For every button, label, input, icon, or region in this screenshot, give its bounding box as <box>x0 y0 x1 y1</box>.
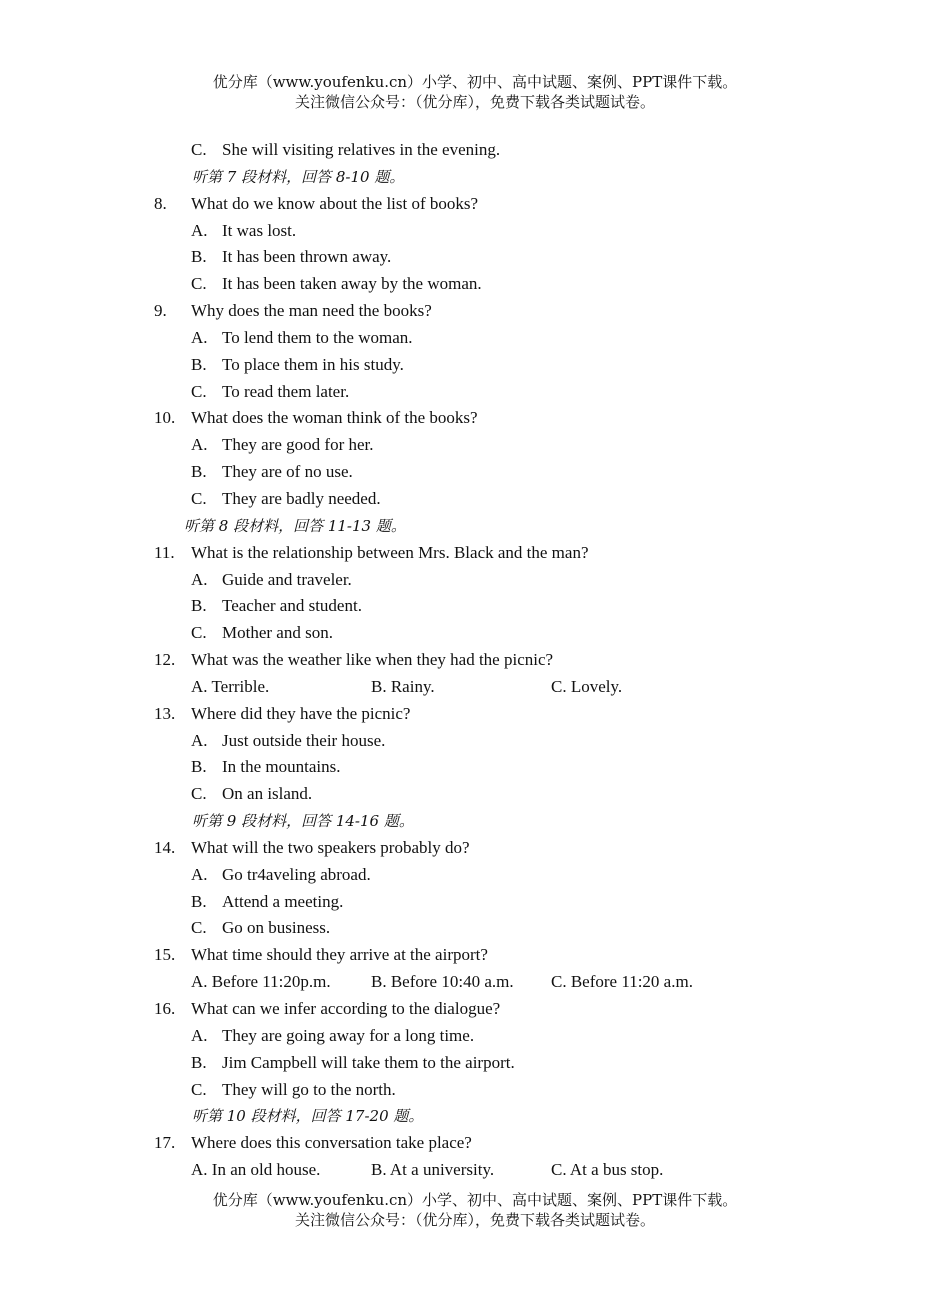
option-text: On an island. <box>222 784 313 804</box>
header-line-1: 优分库（www.youfenku.cn）小学、初中、高中试题、案例、PPT课件下载。 <box>212 73 738 91</box>
question-number: 12. <box>154 650 176 670</box>
inline-options-row <box>0 1157 950 1184</box>
option-label: C. <box>191 488 207 508</box>
option-text: Teacher and student. <box>222 596 362 616</box>
question-number: 17. <box>154 1133 176 1153</box>
question-number: 9. <box>154 301 167 321</box>
section-instruction <box>0 808 950 835</box>
footer-line-1: 优分库（www.youfenku.cn）小学、初中、高中试题、案例、PPT课件下载。 <box>212 1191 738 1209</box>
option-row <box>0 1023 950 1050</box>
question-number: 16. <box>154 999 176 1018</box>
option-row <box>0 567 950 594</box>
option-label: B. <box>191 891 207 911</box>
option-c: C. At a bus stop. <box>551 1160 664 1180</box>
option-label: C. <box>191 784 207 804</box>
question-row <box>0 942 950 969</box>
option-text: They are of no use. <box>222 462 353 482</box>
question-number: 13. <box>154 703 176 723</box>
option-label: C. <box>191 140 207 159</box>
option-text: They will go to the north. <box>222 1079 396 1099</box>
option-text: It was lost. <box>222 220 297 240</box>
question-text: Why does the man need the books? <box>191 301 432 321</box>
option-row <box>0 781 950 808</box>
option-text: It has been taken away by the woman. <box>222 274 482 294</box>
question-row <box>0 996 950 1023</box>
question-text: What will the two speakers probably do? <box>191 837 470 857</box>
option-text: They are badly needed. <box>222 488 381 508</box>
option-text: She will visiting relatives in the evening. <box>222 140 501 159</box>
option-row <box>0 218 950 245</box>
option-text: In the mountains. <box>222 757 341 777</box>
option-label: A. <box>191 730 208 750</box>
option-row <box>0 244 950 271</box>
option-c: C. Lovely. <box>551 676 623 696</box>
section-instruction <box>0 513 950 540</box>
option-text: It has been thrown away. <box>222 247 392 267</box>
header-line-2: 关注微信公众号：（优分库），免费下载各类试题试卷。 <box>294 93 655 111</box>
footer-line-2: 关注微信公众号：（优分库），免费下载各类试题试卷。 <box>294 1211 655 1229</box>
question-text: What do we know about the list of books? <box>191 193 479 213</box>
question-number: 8. <box>154 193 167 213</box>
option-label: B. <box>191 596 207 616</box>
option-a: A. Before 11:20p.m. <box>191 972 331 992</box>
option-label: C. <box>191 918 207 938</box>
option-label: B. <box>191 354 207 374</box>
question-number: 15. <box>154 945 176 965</box>
option-row <box>0 1050 950 1077</box>
question-row <box>0 298 950 325</box>
option-label: A. <box>191 435 208 455</box>
option-text: To read them later. <box>222 381 350 401</box>
option-row <box>0 325 950 352</box>
question-text: What was the weather like when they had the picnic? <box>191 650 554 670</box>
option-label: C. <box>191 623 207 643</box>
question-text: What is the relationship between Mrs. Black and the man? <box>191 542 589 562</box>
option-row <box>0 889 950 916</box>
option-label: A. <box>191 1025 208 1045</box>
option-text: Mother and son. <box>222 623 333 643</box>
question-row <box>0 405 950 432</box>
inline-options-row <box>0 674 950 701</box>
question-row <box>0 1130 950 1157</box>
option-row <box>0 915 950 942</box>
option-row <box>0 352 950 379</box>
section-7-instruction: 听第 7 段材料，回答 8-10 题。 <box>192 167 405 186</box>
option-row <box>0 754 950 781</box>
option-label: B. <box>191 757 207 777</box>
option-label: C. <box>191 274 207 294</box>
option-label: A. <box>191 569 208 589</box>
option-b: B. At a university. <box>371 1160 495 1180</box>
option-text: Just outside their house. <box>222 730 386 750</box>
question-text: Where did they have the picnic? <box>191 703 411 723</box>
question-number: 14. <box>154 837 176 857</box>
question-row <box>0 540 950 567</box>
section-instruction <box>0 1103 950 1130</box>
option-c: C. Before 11:20 a.m. <box>551 972 693 992</box>
option-label: B. <box>191 462 207 482</box>
option-row <box>0 620 950 647</box>
question-row <box>0 835 950 862</box>
option-row <box>0 459 950 486</box>
option-text: Go tr4aveling abroad. <box>222 864 371 884</box>
option-text: Go on business. <box>222 918 331 938</box>
option-row <box>0 137 950 164</box>
section-instruction <box>0 164 950 191</box>
option-row <box>0 432 950 459</box>
section-8-instruction: 听第 8 段材料，回答 11-13 题。 <box>184 516 406 535</box>
option-text: They are good for her. <box>222 435 374 455</box>
question-row <box>0 701 950 728</box>
page-footer <box>0 1190 950 1230</box>
option-label: A. <box>191 864 208 884</box>
question-text: Where does this conversation take place? <box>191 1133 472 1153</box>
question-number: 10. <box>154 408 176 428</box>
option-text: They are going away for a long time. <box>222 1025 475 1045</box>
question-number: 11. <box>154 542 175 562</box>
option-label: A. <box>191 220 208 240</box>
option-label: A. <box>191 327 208 347</box>
option-row <box>0 1077 950 1104</box>
option-text: Attend a meeting. <box>222 891 344 911</box>
option-label: C. <box>191 381 207 401</box>
option-label: B. <box>191 1052 207 1072</box>
section-9-instruction: 听第 9 段材料，回答 14-16 题。 <box>192 812 414 831</box>
option-row <box>0 593 950 620</box>
option-row <box>0 379 950 406</box>
option-b: B. Before 10:40 a.m. <box>371 972 514 992</box>
option-text: To place them in his study. <box>222 354 404 374</box>
question-row <box>0 647 950 674</box>
option-row <box>0 728 950 755</box>
question-text: What can we infer according to the dialogue? <box>191 999 501 1018</box>
page-header <box>0 72 950 112</box>
option-label: B. <box>191 247 207 267</box>
section-10-instruction: 听第 10 段材料，回答 17-20 题。 <box>192 1107 424 1126</box>
option-text: To lend them to the woman. <box>222 327 413 347</box>
option-text: Jim Campbell will take them to the airport. <box>222 1052 515 1072</box>
option-row <box>0 862 950 889</box>
question-list <box>0 137 950 1184</box>
question-text: What time should they arrive at the airport? <box>191 945 488 965</box>
option-text: Guide and traveler. <box>222 569 352 589</box>
option-b: B. Rainy. <box>371 676 435 696</box>
question-row <box>0 191 950 218</box>
option-row <box>0 486 950 513</box>
option-a: A. In an old house. <box>191 1160 321 1180</box>
inline-options-row <box>0 969 950 996</box>
question-text: What does the woman think of the books? <box>191 408 478 428</box>
option-a: A. Terrible. <box>191 676 270 696</box>
option-label: C. <box>191 1079 207 1099</box>
option-row <box>0 271 950 298</box>
